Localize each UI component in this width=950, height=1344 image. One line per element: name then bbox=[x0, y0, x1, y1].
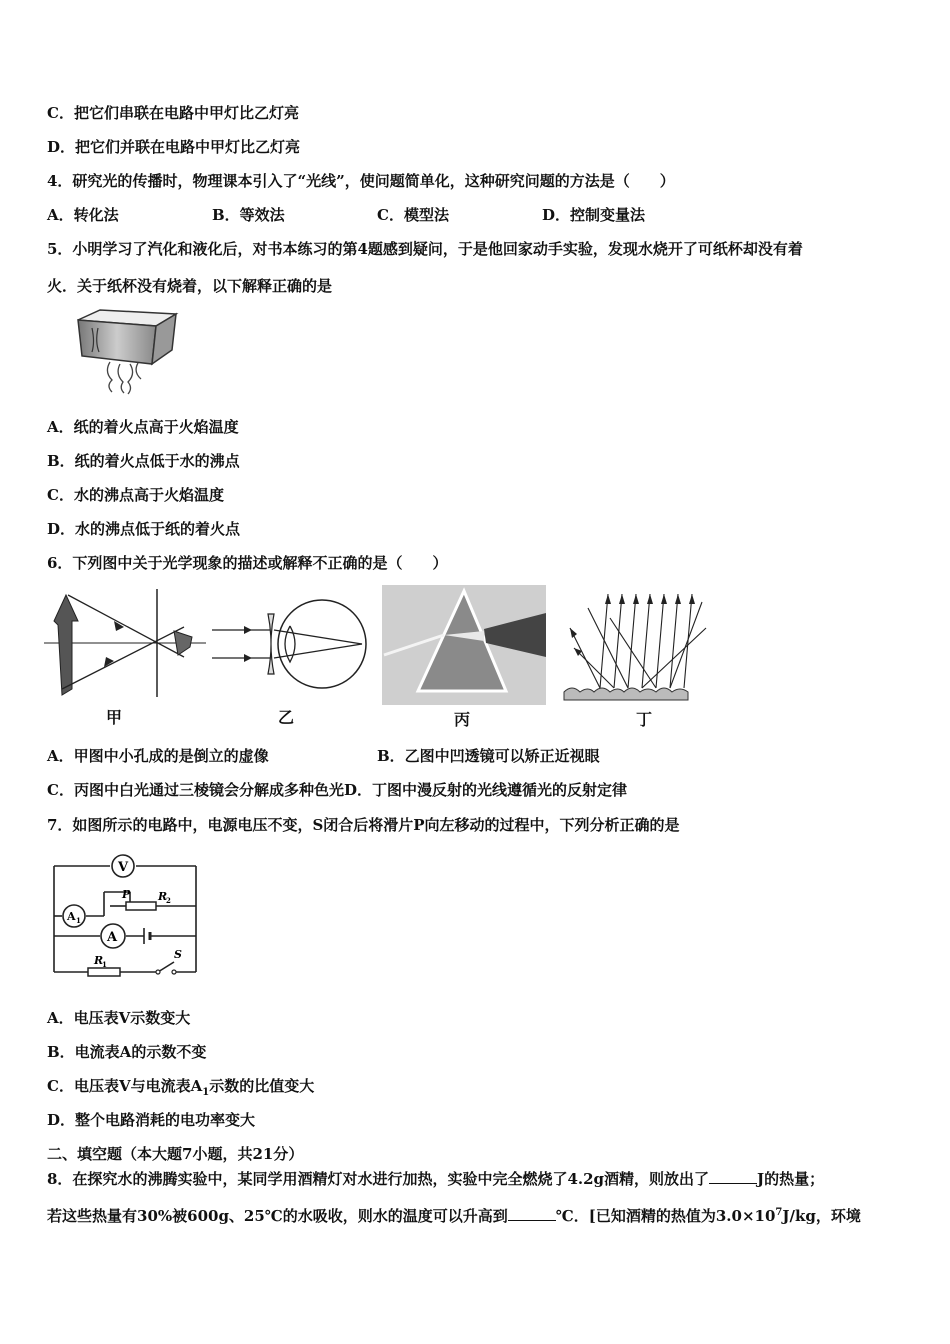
label-r2-sub: 2 bbox=[166, 896, 171, 905]
q6-option-a: A．甲图中小孔成的是倒立的虚像 bbox=[47, 747, 269, 765]
q5-option-b: B．纸的着火点低于水的沸点 bbox=[47, 452, 240, 470]
q7-option-a: A．电压表V示数变大 bbox=[47, 1009, 191, 1027]
q8-line-2-pre: 若这些热量有30%被600g、25℃的水吸收，则水的温度可以升高到 bbox=[47, 1207, 508, 1225]
section-2-heading: 二、填空题（本大题7小题，共21分） bbox=[47, 1145, 304, 1163]
q7-option-c bbox=[47, 1076, 314, 1096]
paper-box-figure bbox=[72, 306, 182, 396]
question-5-line-1: 5．小明学习了汽化和液化后，对书本练习的第4题感到疑问，于是他回家动手实验，发现水烧开了可纸杯却没有着 bbox=[47, 240, 803, 258]
q8-line-2-mid: ℃．[已知酒精的热值为3.0×10 bbox=[555, 1207, 776, 1225]
question-4: 4．研究光的传播时，物理课本引入了“光线”，使问题简单化，这种研究问题的方法是（ ） bbox=[47, 172, 675, 190]
question-8-line-1 bbox=[47, 1169, 824, 1189]
label-r1-sub: 1 bbox=[102, 960, 107, 969]
q6-option-d: D．丁图中漫反射的光线遵循光的反射定律 bbox=[343, 781, 627, 799]
q8-blank-1[interactable] bbox=[709, 1169, 757, 1184]
q5-option-a: A．纸的着火点高于火焰温度 bbox=[47, 418, 239, 436]
diffuse-reflection-figure bbox=[560, 588, 710, 702]
label-a1: A bbox=[67, 910, 76, 923]
label-r2: R bbox=[158, 890, 168, 903]
caption-jia: 甲 bbox=[106, 708, 123, 727]
label-a1-sub: 1 bbox=[76, 916, 81, 925]
pinhole-figure bbox=[44, 585, 206, 703]
label-r1: R bbox=[94, 954, 104, 967]
prev-option-d: D．把它们并联在电路中甲灯比乙灯亮 bbox=[47, 138, 301, 156]
q8-line-2-sup: 7 bbox=[775, 1207, 783, 1218]
q7-option-c-sub: 1 bbox=[202, 1087, 210, 1098]
caption-yi: 乙 bbox=[278, 708, 295, 727]
prism-figure bbox=[382, 585, 546, 705]
q8-line-2-post: J/kg，环境 bbox=[782, 1207, 861, 1225]
resistor-r1 bbox=[88, 968, 120, 976]
q4-option-c: C．模型法 bbox=[377, 206, 449, 224]
eye-lens-figure bbox=[212, 592, 368, 700]
question-8-line-2 bbox=[47, 1206, 861, 1226]
q4-option-b: B．等效法 bbox=[212, 206, 285, 224]
q6-options-row-2 bbox=[47, 780, 627, 800]
caption-ding: 丁 bbox=[636, 710, 653, 729]
caption-bing: 丙 bbox=[454, 710, 471, 729]
slide-rheostat-r2 bbox=[126, 902, 156, 910]
question-7: 7．如图所示的电路中，电源电压不变，S闭合后将滑片P向左移动的过程中，下列分析正确的是 bbox=[47, 816, 680, 834]
label-a: A bbox=[107, 930, 118, 945]
q5-option-d: D．水的沸点低于纸的着火点 bbox=[47, 520, 241, 538]
q8-blank-2[interactable] bbox=[508, 1206, 556, 1221]
q5-option-c: C．水的沸点高于火焰温度 bbox=[47, 486, 224, 504]
q4-option-a: A．转化法 bbox=[47, 206, 119, 224]
q4-option-d: D．控制变量法 bbox=[542, 206, 646, 224]
label-p: P bbox=[122, 888, 131, 901]
label-s: S bbox=[174, 948, 182, 961]
q6-option-c: C．丙图中白光通过三棱镜会分解成多种色光 bbox=[47, 781, 344, 799]
label-v: V bbox=[118, 860, 129, 875]
q7-option-c-post: 示数的比值变大 bbox=[209, 1077, 315, 1095]
q8-line-1-pre: 8．在探究水的沸腾实验中，某同学用酒精灯对水进行加热，实验中完全燃烧了4.2g酒精，则放出了 bbox=[47, 1170, 710, 1188]
q6-options-row-1 bbox=[47, 746, 600, 766]
q8-line-1-post: J的热量； bbox=[757, 1170, 825, 1188]
q7-option-b: B．电流表A的示数不变 bbox=[47, 1043, 207, 1061]
question-5-line-2: 火．关于纸杯没有烧着，以下解释正确的是 bbox=[47, 277, 333, 295]
circuit-figure bbox=[46, 848, 212, 978]
q6-option-b: B．乙图中凹透镜可以矫正近视眼 bbox=[377, 747, 600, 765]
q7-option-c-pre: C．电压表V与电流表A bbox=[47, 1077, 203, 1095]
question-6: 6．下列图中关于光学现象的描述或解释不正确的是（ ） bbox=[47, 554, 448, 572]
question-4-options bbox=[47, 205, 645, 225]
q7-option-d: D．整个电路消耗的电功率变大 bbox=[47, 1111, 256, 1129]
prev-option-c: C．把它们串联在电路中甲灯比乙灯亮 bbox=[47, 104, 299, 122]
